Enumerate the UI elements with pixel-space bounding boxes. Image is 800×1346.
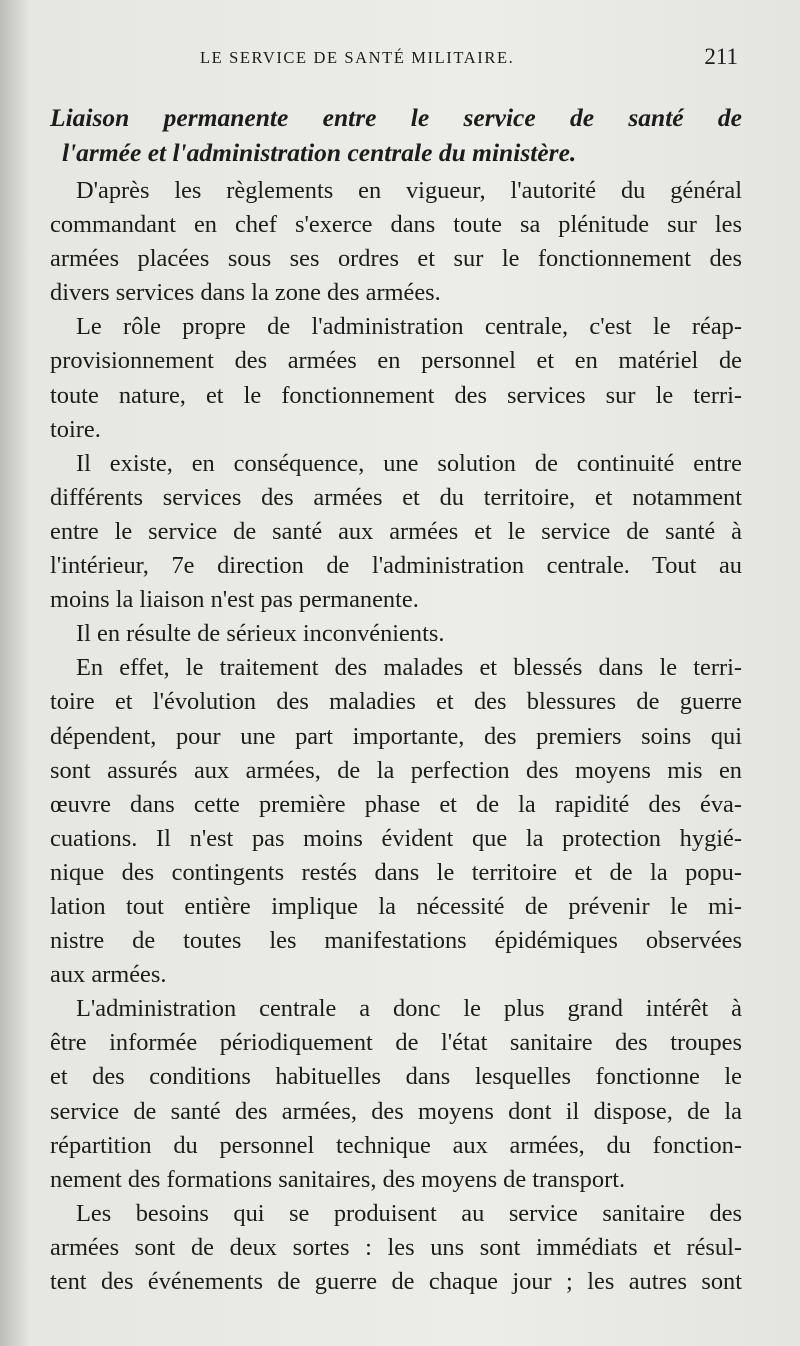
text-line: et des conditions habituelles dans lesquelles fonctionne le bbox=[50, 1063, 742, 1091]
section-heading bbox=[50, 100, 742, 170]
text-line: être informée périodiquement de l'état sanitaire des troupes bbox=[50, 1029, 742, 1057]
paragraph bbox=[50, 310, 742, 446]
running-head bbox=[50, 44, 740, 74]
text-line: toute nature, et le fonctionnement des services sur le terri- bbox=[50, 381, 742, 409]
paragraph bbox=[50, 1197, 742, 1299]
text-line: sont assurés aux armées, de la perfection des moyens mis en bbox=[50, 756, 742, 784]
text-line: D'après les règlements en vigueur, l'autorité du général bbox=[76, 177, 742, 204]
paragraph bbox=[50, 447, 742, 617]
text-line: Il existe, en conséquence, une solution de continuité entre bbox=[76, 449, 742, 477]
heading-line: Liaison permanente entre le service de santé de bbox=[50, 103, 742, 132]
text-line: moins la liaison n'est pas permanente. bbox=[50, 586, 419, 614]
text-line: armées placées sous ses ordres et sur le fonctionnement des bbox=[50, 245, 742, 273]
text-line: armées sont de deux sortes : les uns sont immédiats et résul- bbox=[50, 1233, 742, 1261]
text-line: L'administration centrale a donc le plus grand intérêt à bbox=[76, 995, 742, 1023]
text-line: lation tout entière implique la nécessité de prévenir le mi- bbox=[50, 892, 742, 920]
text-line: nistre de toutes les manifestations épidémiques observées bbox=[50, 927, 742, 955]
paragraph bbox=[50, 174, 742, 310]
text-line: cuations. Il n'est pas moins évident que la protection hygié- bbox=[50, 824, 742, 852]
text-line: En effet, le traitement des malades et blessés dans le terri- bbox=[76, 654, 742, 682]
text-line: divers services dans la zone des armées. bbox=[50, 279, 441, 307]
text-line: différents services des armées et du territoire, et notamment bbox=[50, 483, 742, 511]
text-line: toire. bbox=[50, 415, 101, 443]
heading-line: l'armée et l'administration centrale du ministère. bbox=[62, 138, 577, 167]
body-text bbox=[50, 100, 742, 1299]
text-line: commandant en chef s'exerce dans toute sa plénitude sur les bbox=[50, 211, 742, 239]
text-line: Les besoins qui se produisent au service sanitaire des bbox=[76, 1199, 742, 1227]
text-line: nement des formations sanitaires, des moyens de transport. bbox=[50, 1165, 626, 1193]
text-line: aux armées. bbox=[50, 961, 167, 989]
paragraph bbox=[50, 651, 742, 992]
page-number: 211 bbox=[704, 44, 738, 69]
paragraph bbox=[50, 992, 742, 1197]
paragraph bbox=[50, 617, 742, 651]
text-line: toire et l'évolution des maladies et des blessures de guerre bbox=[50, 688, 742, 716]
text-line: provisionnement des armées en personnel et en matériel de bbox=[50, 347, 742, 375]
text-line: service de santé des armées, des moyens dont il dispose, de la bbox=[50, 1097, 742, 1125]
running-title: LE SERVICE DE SANTÉ MILITAIRE. bbox=[200, 48, 515, 67]
text-line: tent des événements de guerre de chaque jour ; les autres sont bbox=[50, 1268, 742, 1295]
text-line: œuvre dans cette première phase et de la rapidité des éva- bbox=[50, 790, 742, 818]
text-line: Il en résulte de sérieux inconvénients. bbox=[76, 620, 445, 648]
text-line: l'intérieur, 7e direction de l'administration centrale. Tout au bbox=[50, 552, 742, 580]
text-line: nique des contingents restés dans le territoire et de la popu- bbox=[50, 858, 742, 886]
text-line: Le rôle propre de l'administration centrale, c'est le réap- bbox=[76, 313, 742, 341]
text-line: entre le service de santé aux armées et le service de santé à bbox=[50, 517, 742, 545]
text-line: dépendent, pour une part importante, des premiers soins qui bbox=[50, 722, 742, 750]
text-line: répartition du personnel technique aux armées, du fonction- bbox=[50, 1131, 742, 1159]
